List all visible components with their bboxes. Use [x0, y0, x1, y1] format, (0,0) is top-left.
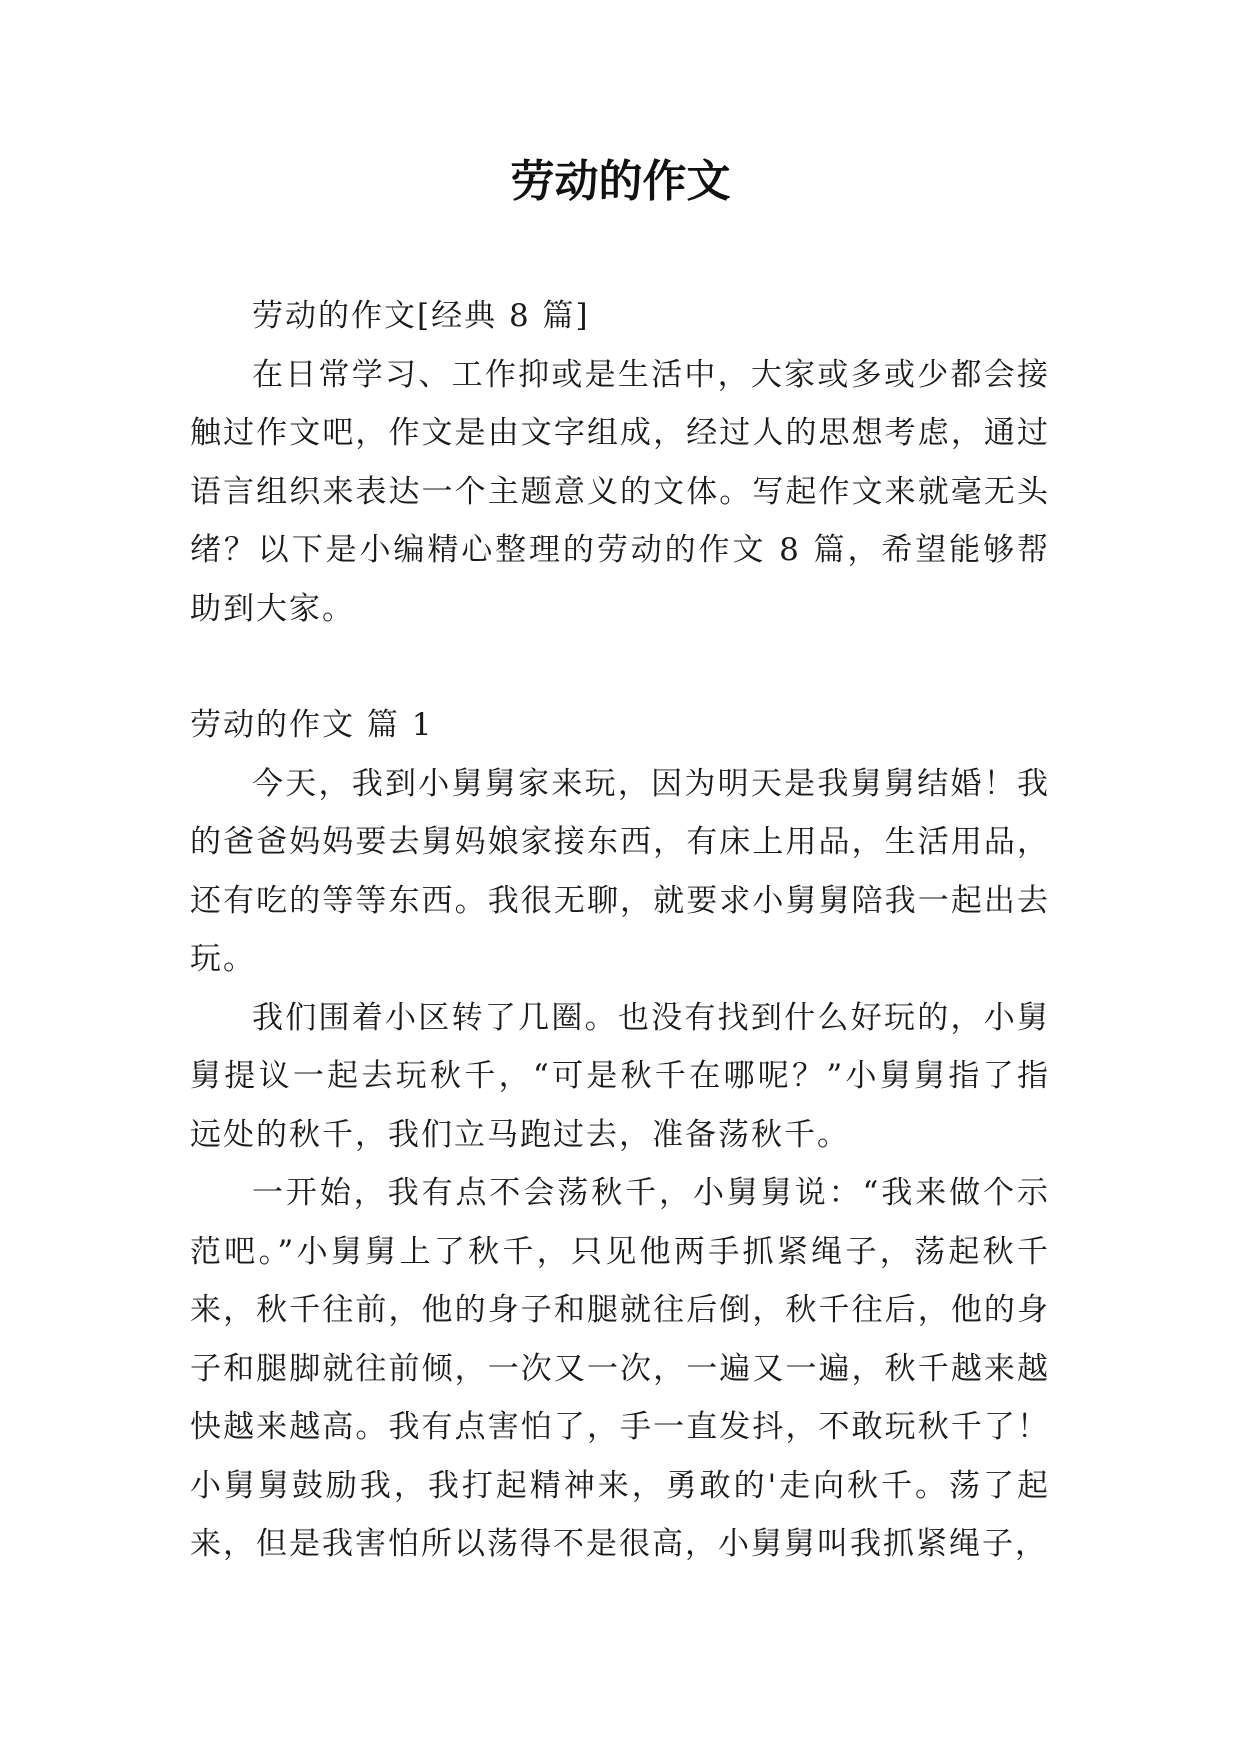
body-paragraph-2: 我们围着小区转了几圈。也没有找到什么好玩的，小舅舅提议一起去玩秋千，“可是秋千在哪呢？”小舅舅指了指远处的秋千，我们立马跑过去，准备荡秋千。 — [190, 999, 1050, 1153]
body-paragraph-3: 一开始，我有点不会荡秋千，小舅舅说：“我来做个示范吧。”小舅舅上了秋千，只见他两手抓紧绳子，荡起秋千来，秋千往前，他的身子和腿就往后倒，秋千往后，他的身子和腿脚就往前倾，一次又一次，一遍又一遍，秋千越来越快越来越高。我有点害怕了，手一直发抖，不敢玩秋千了！小舅舅鼓励我，我打起精神来，勇敢的'走向秋千。荡了起来，但是我害怕所以荡得不是很高，小舅舅叫我抓紧绳子， — [190, 1175, 1050, 1562]
document-subtitle: 劳动的作文[经典 8 篇] — [252, 298, 590, 334]
intro-paragraph: 在日常学习、工作抑或是生活中，大家或多或少都会接触过作文吧，作文是由文字组成，经过人的思想考虑，通过语言组织来表达一个主题意义的文体。写起作文来就毫无头绪？以下是小编精心整理的劳动的作文 8 篇，希望能够帮助到大家。 — [190, 356, 1050, 627]
document-body — [190, 287, 1050, 1574]
section-heading: 劳动的作文 篇 1 — [190, 707, 434, 743]
body-paragraph-1: 今天，我到小舅舅家来玩，因为明天是我舅舅结婚！我的爸爸妈妈要去舅妈娘家接东西，有床上用品，生活用品，还有吃的等等东西。我很无聊，就要求小舅舅陪我一起出去玩。 — [190, 765, 1050, 977]
page-title: 劳动的作文 — [510, 156, 731, 207]
section-spacer — [190, 638, 1050, 696]
